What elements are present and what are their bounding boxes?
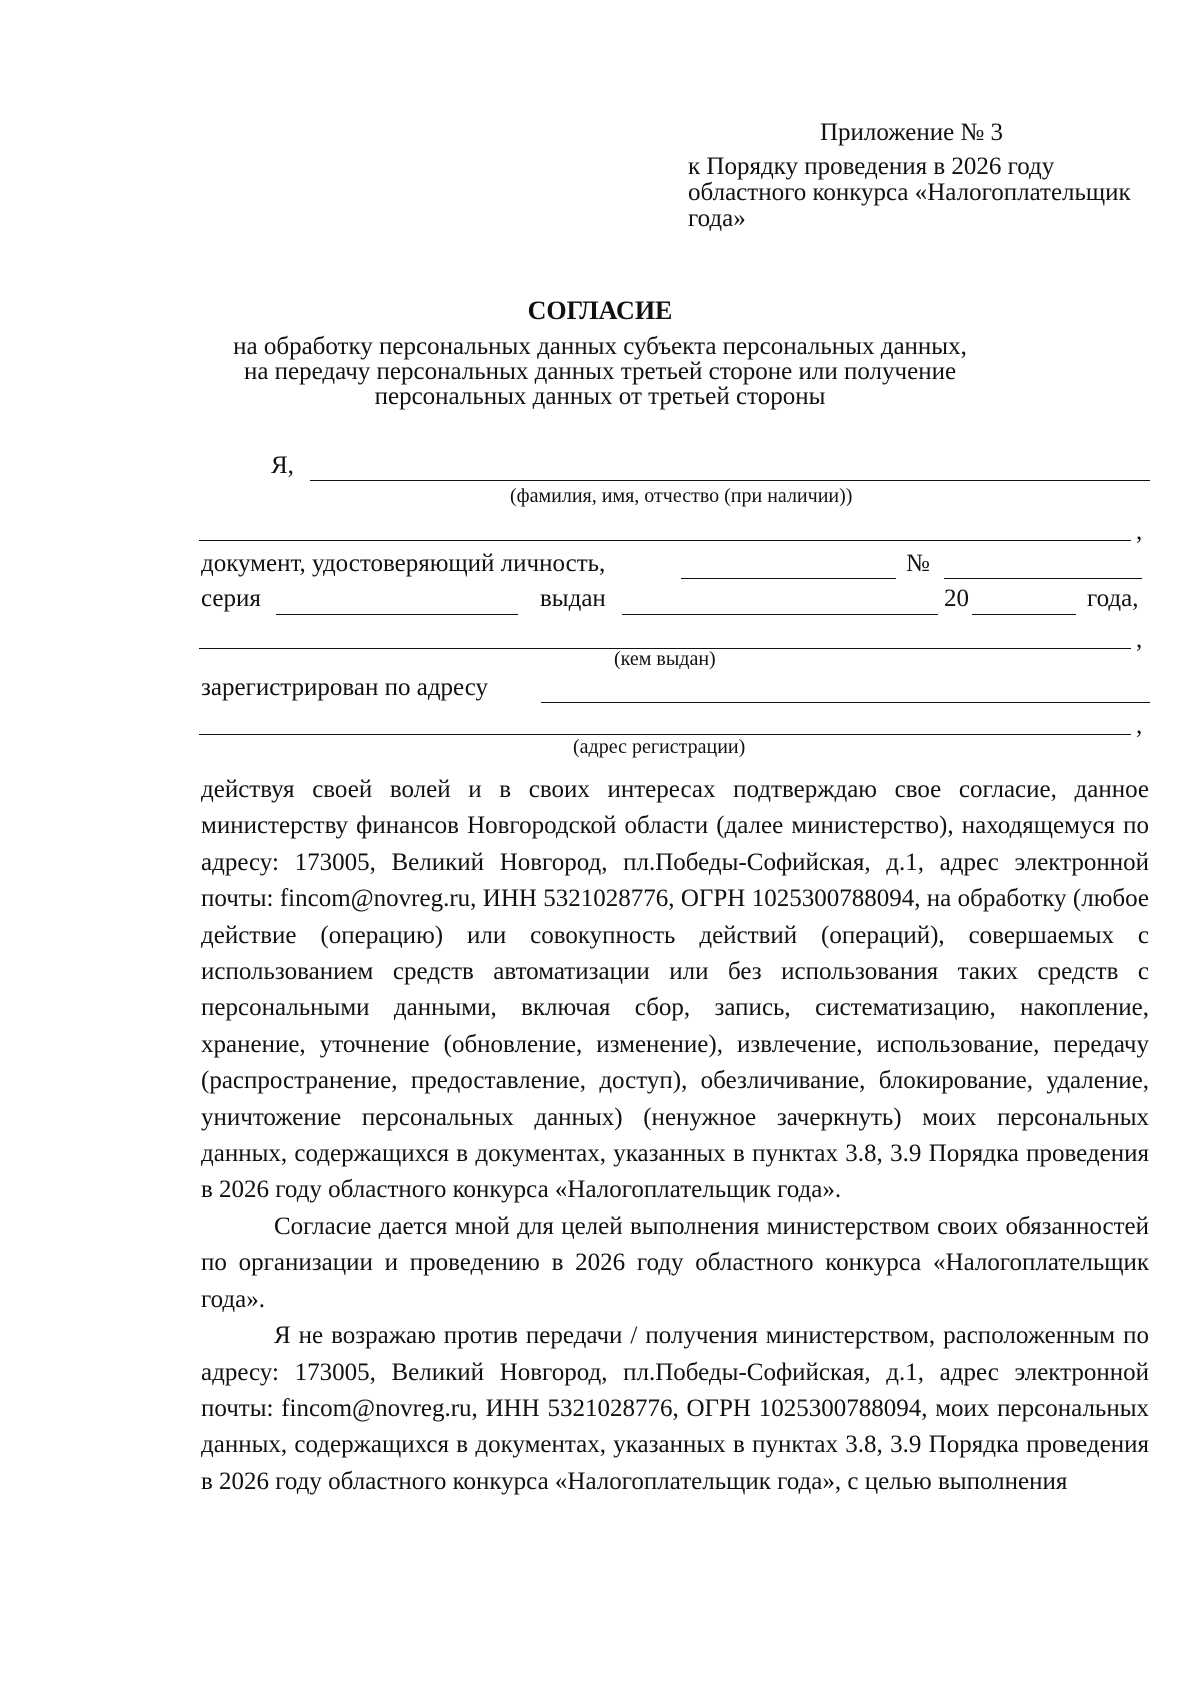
subtitle-line-3: персональных данных от третьей стороны [374,383,826,410]
consent-paragraph-3: Я не возражаю против передачи / получения министерством, расположенным по адресу: 173005, Великий Новгород, пл.Победы-Софийская, д.1, адрес электронной почты: fincom@novreg.ru, ИНН 5321028776, ОГРН 1025300788094, моих персональных данных, содержащихся в документах, указанных в пунктах 3.8, 3.9 Порядка проведения в 2026 году областного конкурса «Налогоплательщик года», с целью выполнения [201,1322,1149,1495]
year-prefix: 20 [944,585,969,612]
appendix-header [688,120,1148,232]
consent-paragraph-2: Согласие дается мной для целей выполнения министерством своих обязанностей по организации и проведению в 2026 году областного конкурса «Налогоплательщик года». [201,1212,1149,1313]
comma-2: , [1136,626,1143,653]
registered-label: зарегистрирован по адресу [201,674,489,701]
issued-label: выдан [540,585,606,612]
fio-line[interactable] [310,480,1150,481]
consent-body [201,772,1149,1500]
registered-address-line[interactable] [541,702,1150,703]
appendix-number: Приложение № 3 [820,119,1004,146]
document-number-line[interactable] [944,578,1142,579]
fio-continuation-line[interactable] [199,540,1131,541]
number-label: № [906,550,930,577]
document-label: документ, удостоверяющий личность, [201,550,606,577]
subtitle-line-1: на обработку персональных данных субъекта персональных данных, [233,333,967,360]
series-line[interactable] [276,614,518,615]
document-title: СОГЛАСИЕ [527,296,673,325]
year-suffix: года, [1087,585,1139,612]
document-subtitle [220,334,980,409]
fio-caption: (фамилия, имя, отчество (при наличии)) [510,485,853,507]
appendix-line-3: года» [688,205,746,232]
subtitle-line-2: на передачу персональных данных третьей стороне или получение [243,358,957,385]
document-type-line[interactable] [681,578,896,579]
comma-3: , [1136,712,1143,739]
address-continuation-line[interactable] [199,734,1131,735]
appendix-line-1: к Порядку проведения в 2026 году [688,153,1055,180]
i-label: Я, [271,452,294,479]
year-line[interactable] [972,614,1076,615]
issued-date-line[interactable] [622,614,938,615]
address-caption: (адрес регистрации) [573,736,746,758]
appendix-line-2: областного конкурса «Налогоплательщик [688,179,1131,206]
comma-1: , [1136,518,1143,545]
consent-paragraph-1: действуя своей волей и в своих интересах подтверждаю свое согласие, данное министерству финансов Новгородской области (далее министерство), находящемуся по адресу: 173005, Великий Новгород, пл.Победы-Софийская, д.1, адрес электронной почты: fincom@novreg.ru, ИНН 5321028776, ОГРН 1025300788094, на обработку (любое действие (операцию) или совокупность действий (операций), совершаемых с использованием средств автоматизации или без использования таких средств с персональными данными, включая сбор, запись, систематизацию, накопление, хранение, уточнение (обновление, изменение), извлечение, использование, передачу (распространение, предоставление, доступ), обезличивание, блокирование, удаление, уничтожение персональных данных) (ненужное зачеркнуть) моих персональных данных, содержащихся в документах, указанных в пунктах 3.8, 3.9 Порядка проведения в 2026 году областного конкурса «Налогоплательщик года». [201,776,1149,1204]
issued-by-caption: (кем выдан) [614,648,716,670]
series-label: серия [201,585,261,612]
